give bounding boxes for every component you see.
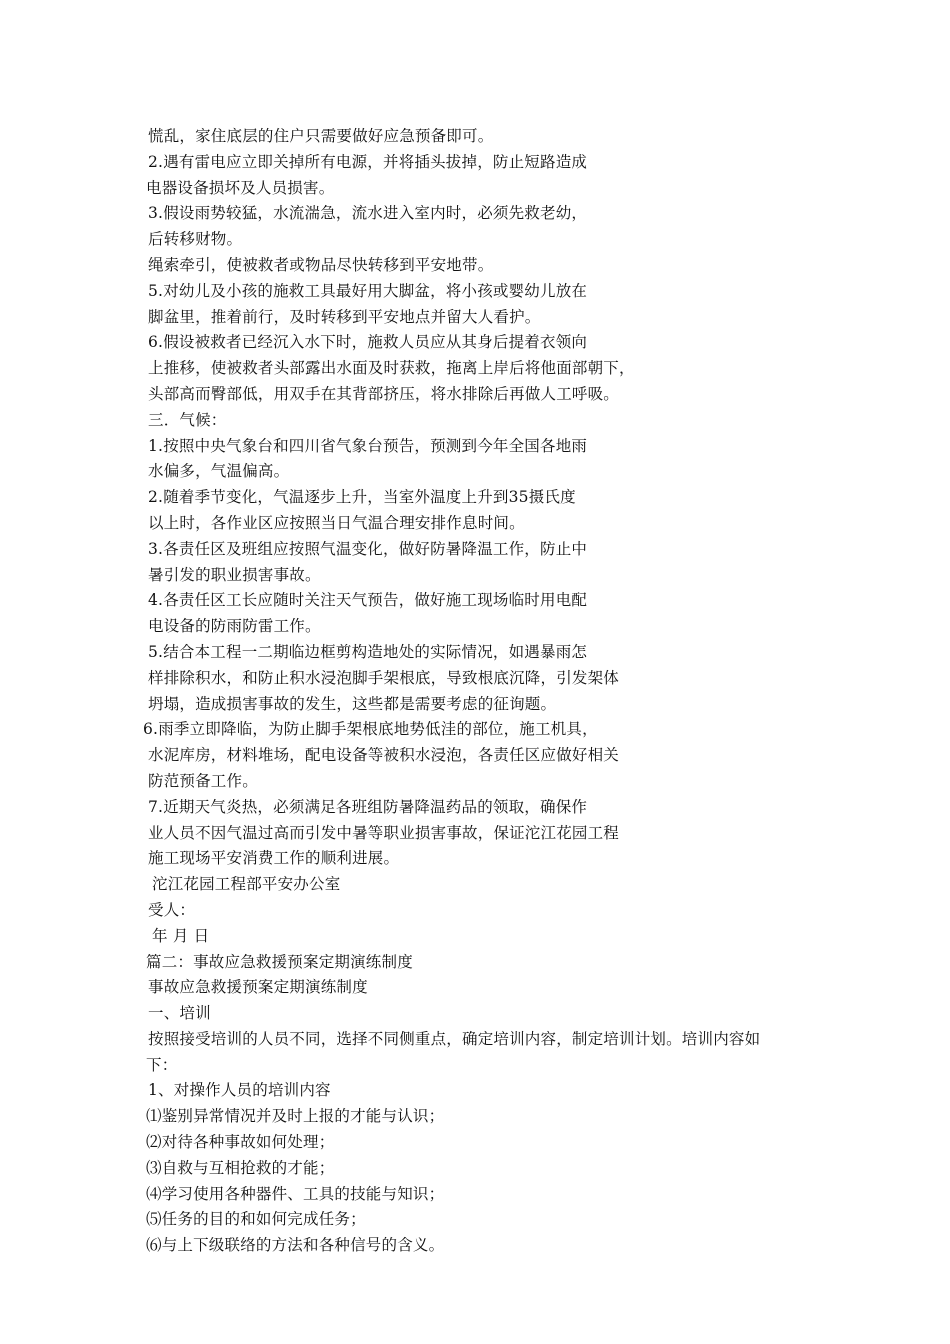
text-line: 5.结合本工程一二期临边框剪构造地处的实际情况，如遇暴雨怎	[148, 642, 588, 661]
text-line: 6.假设被救者已经沉入水下时，施救人员应从其身后提着衣领向	[148, 333, 588, 352]
text-line: 7.近期天气炎热，必须满足各班组防暑降温药品的领取，确保作	[148, 797, 588, 816]
signature-date: 年 月 日	[152, 926, 210, 945]
text-line: 施工现场平安消费工作的顺利进展。	[148, 849, 400, 868]
text-line: 绳索牵引，使被救者或物品尽快转移到平安地带。	[148, 255, 494, 274]
text-line: 6.雨季立即降临，为防止脚手架根底地势低洼的部位，施工机具，	[143, 720, 598, 739]
text-line: 后转移财物。	[148, 230, 243, 249]
document-title: 事故应急救援预案定期演练制度	[148, 978, 368, 997]
text-line: 水泥库房，材料堆场，配电设备等被积水浸泡，各责任区应做好相关	[148, 746, 620, 765]
list-item: ⑸任务的目的和如何完成任务；	[146, 1210, 366, 1229]
text-line: 电设备的防雨防雷工作。	[148, 617, 321, 636]
text-line: 5.对幼儿及小孩的施救工具最好用大脚盆，将小孩或婴幼儿放在	[148, 281, 588, 300]
text-line: 4.各责任区工长应随时关注天气预告，做好施工现场临时用电配	[148, 591, 588, 610]
text-line: 坍塌，造成损害事故的发生，这些都是需要考虑的征询题。	[148, 694, 557, 713]
text-line: 脚盆里，推着前行，及时转移到平安地点并留大人看护。	[148, 307, 541, 326]
text-line: 以上时，各作业区应按照当日气温合理安排作息时间。	[148, 513, 525, 532]
text-line: 2.随着季节变化，气温逐步上升，当室外温度上升到35摄氏度	[148, 488, 576, 507]
list-item: ⑴鉴别异常情况并及时上报的才能与认识；	[146, 1107, 445, 1126]
subsection-heading: 1、对操作人员的培训内容	[148, 1081, 331, 1100]
text-line: 头部高而臀部低，用双手在其背部挤压，将水排除后再做人工呼吸。	[148, 384, 620, 403]
text-line: 慌乱，家住底层的住户只需要做好应急预备即可。	[148, 127, 494, 145]
text-line: 按照接受培训的人员不同，选择不同侧重点，确定培训内容，制定培训计划。培训内容如	[148, 1029, 761, 1048]
list-item: ⑹与上下级联络的方法和各种信号的含义。	[146, 1236, 445, 1255]
text-line: 下：	[146, 1055, 178, 1074]
signature-recipient: 受人：	[148, 900, 196, 919]
list-item: ⑶自救与互相抢救的才能；	[146, 1158, 335, 1177]
section-heading: 一、培训	[148, 1004, 211, 1023]
text-line: 样排除积水，和防止积水浸泡脚手架根底，导致根底沉降，引发架体	[148, 668, 620, 687]
document-body	[143, 124, 811, 1259]
text-line: 3.各责任区及班组应按照气温变化，做好防暑降温工作，防止中	[148, 539, 588, 558]
text-line: 电器设备损坏及人员损害。	[146, 178, 335, 197]
text-line: 2.遇有雷电应立即关掉所有电源，并将插头拔掉，防止短路造成	[148, 152, 588, 171]
signature-office: 沱江花园工程部平安办公室	[152, 875, 341, 894]
text-line: 3.假设雨势较猛，水流湍急，流水进入室内时，必须先救老幼，	[148, 204, 588, 223]
text-line: 业人员不因气温过高而引发中暑等职业损害事故，保证沱江花园工程	[148, 823, 620, 842]
text-line: 1.按照中央气象台和四川省气象台预告，预测到今年全国各地雨	[148, 436, 588, 455]
text-line: 上推移，使被救者头部露出水面及时获救，拖离上岸后将他面部朝下，	[148, 359, 635, 378]
section-heading: 三．气候：	[148, 410, 227, 429]
list-item: ⑷学习使用各种器件、工具的技能与知识；	[146, 1184, 445, 1203]
text-line: 水偏多，气温偏高。	[148, 462, 290, 481]
text-line: 暑引发的职业损害事故。	[148, 565, 321, 584]
text-line: 防范预备工作。	[148, 771, 258, 790]
article-title: 篇二：事故应急救援预案定期演练制度	[146, 952, 413, 971]
list-item: ⑵对待各种事故如何处理；	[146, 1133, 335, 1152]
